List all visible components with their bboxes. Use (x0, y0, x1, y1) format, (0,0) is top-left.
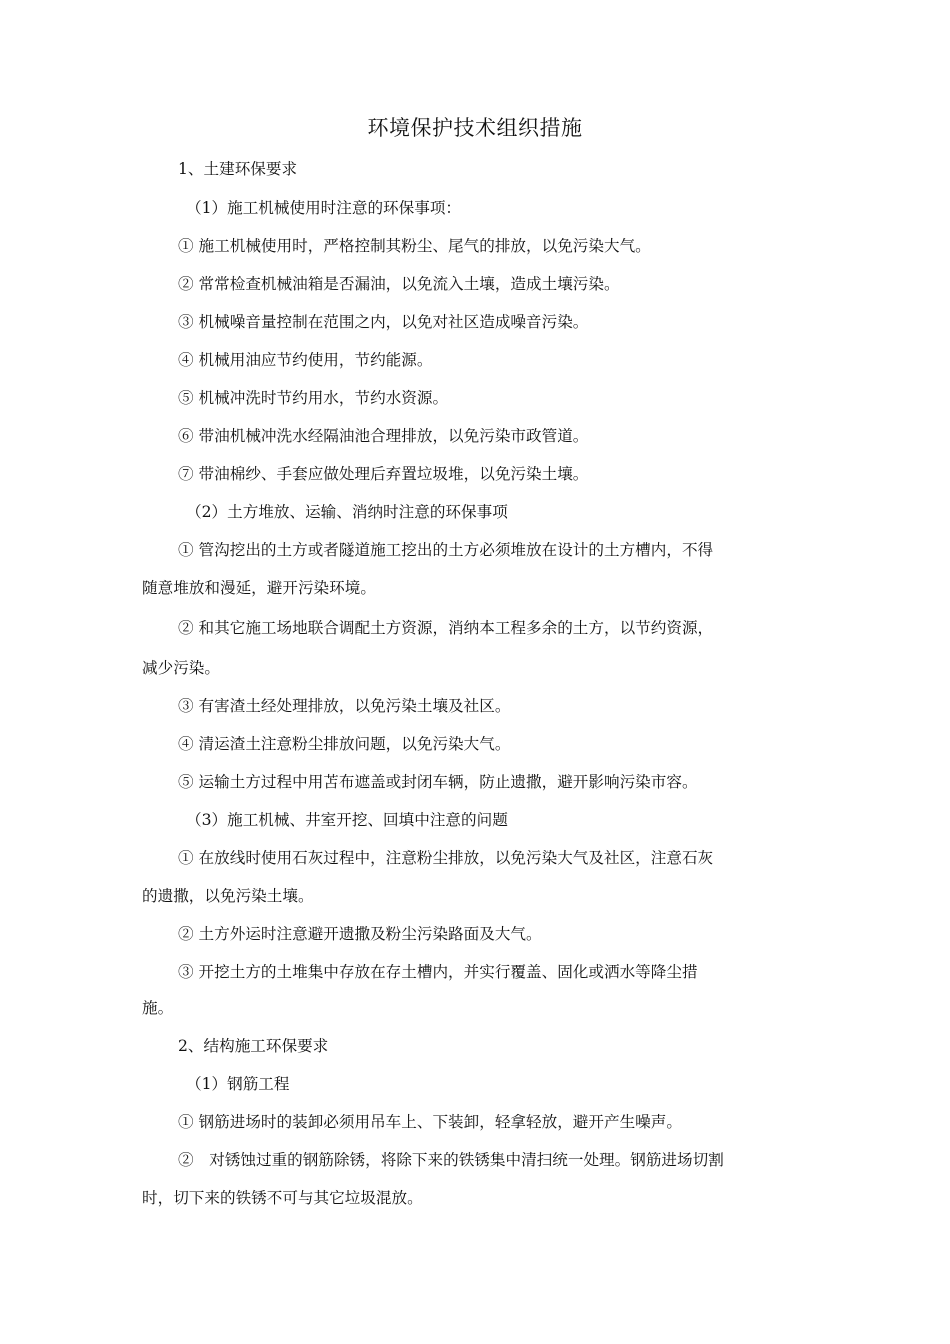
subsection-heading: （3）施工机械、井室开挖、回填中注意的问题 (186, 811, 508, 829)
list-item: ① 钢筋进场时的装卸必须用吊车上、下装卸，轻拿轻放，避开产生噪声。 (178, 1113, 682, 1131)
list-item: ② 和其它施工场地联合调配土方资源，消纳本工程多余的土方，以节约资源， (178, 619, 714, 637)
list-item: ⑦ 带油棉纱、手套应做处理后弃置垃圾堆，以免污染土壤。 (178, 465, 589, 483)
document-title: 环境保护技术组织措施 (367, 116, 583, 140)
list-item: ② 土方外运时注意避开遗撒及粉尘污染路面及大气。 (178, 925, 542, 943)
list-item: ③ 有害渣土经处理排放，以免污染土壤及社区。 (178, 697, 511, 715)
list-item-continuation: 随意堆放和漫延，避开污染环境。 (142, 579, 376, 597)
section-heading: 2、结构施工环保要求 (178, 1037, 329, 1055)
list-item: ⑥ 带油机械冲洗水经隔油池合理排放，以免污染市政管道。 (178, 427, 589, 445)
list-item-continuation: 时，切下来的铁锈不可与其它垃圾混放。 (142, 1189, 423, 1207)
list-item: ④ 机械用油应节约使用，节约能源。 (178, 351, 433, 369)
list-item: ③ 机械噪音量控制在范围之内，以免对社区造成噪音污染。 (178, 313, 589, 331)
subsection-heading: （1）施工机械使用时注意的环保事项： (186, 199, 462, 217)
list-item: ④ 清运渣土注意粉尘排放问题，以免污染大气。 (178, 735, 511, 753)
subsection-heading: （2）土方堆放、运输、消纳时注意的环保事项 (186, 503, 508, 521)
section-heading: 1、土建环保要求 (178, 160, 298, 178)
list-item-continuation: 施。 (142, 999, 174, 1017)
list-item: ⑤ 运输土方过程中用苫布遮盖或封闭车辆，防止遗撒，避开影响污染市容。 (178, 773, 698, 791)
subsection-heading: （1）钢筋工程 (186, 1075, 290, 1093)
list-item: ② 对锈蚀过重的钢筋除锈，将除下来的铁锈集中清扫统一处理。钢筋进场切割 (178, 1151, 724, 1169)
list-item-continuation: 减少污染。 (142, 659, 220, 677)
list-item: ② 常常检查机械油箱是否漏油，以免流入土壤，造成土壤污染。 (178, 275, 620, 293)
list-item-continuation: 的遗撒，以免污染土壤。 (142, 887, 314, 905)
list-item: ① 在放线时使用石灰过程中，注意粉尘排放，以免污染大气及社区，注意石灰 (178, 849, 714, 867)
list-item: ① 管沟挖出的土方或者隧道施工挖出的土方必须堆放在设计的土方槽内，不得 (178, 541, 714, 559)
list-item: ⑤ 机械冲洗时节约用水，节约水资源。 (178, 389, 449, 407)
list-item: ① 施工机械使用时，严格控制其粉尘、尾气的排放，以免污染大气。 (178, 237, 651, 255)
list-item: ③ 开挖土方的土堆集中存放在存土槽内，并实行覆盖、固化或洒水等降尘措 (178, 963, 698, 981)
